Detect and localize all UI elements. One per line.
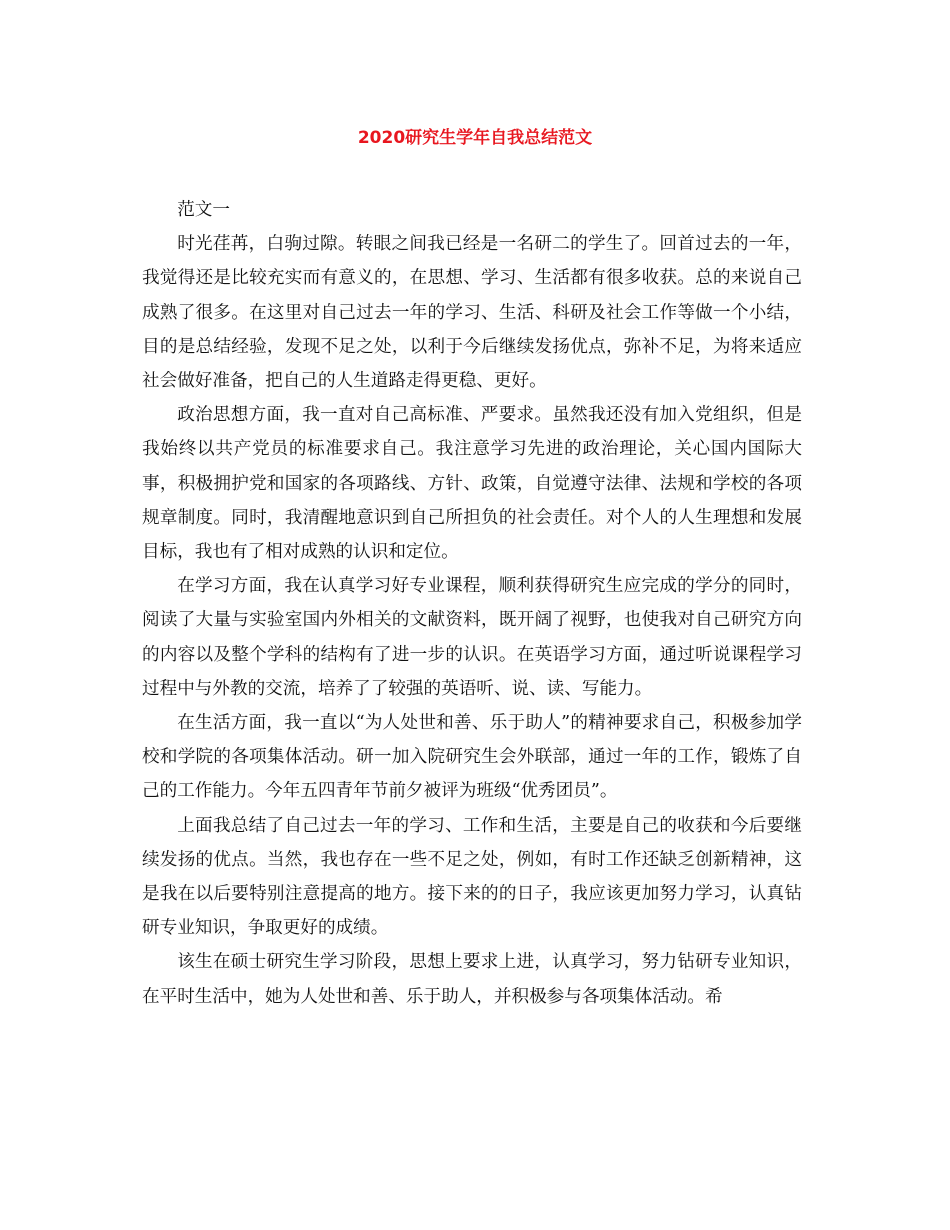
- paragraph-political: 政治思想方面，我一直对自己高标准、严要求。虽然我还没有加入党组织，但是我始终以共产党员的标准要求自己。我注意学习先进的政治理论，关心国内国际大事，积极拥护党和国家的各项路线、方针、政策，自觉遵守法律、法规和学校的各项规章制度。同时，我清醒地意识到自己所担负的社会责任。对个人的人生理想和发展目标，我也有了相对成熟的认识和定位。: [142, 405, 802, 563]
- paragraph-intro: 时光荏苒，白驹过隙。转眼之间我已经是一名研二的学生了。回首过去的一年，我觉得还是比较充实而有意义的，在思想、学习、生活都有很多收获。总的来说自己成熟了很多。在这里对自己过去一年的学习、生活、科研及社会工作等做一个小结，目的是总结经验，发现不足之处，以利于今后继续发扬优点，弥补不足，为将来适应社会做好准备，把自己的人生道路走得更稳、更好。: [142, 234, 802, 392]
- document-body: [142, 193, 802, 1014]
- document-title: 2020研究生学年自我总结范文: [357, 128, 593, 148]
- paragraph-study: 在学习方面，我在认真学习好专业课程，顺利获得研究生应完成的学分的同时，阅读了大量与实验室国内外相关的文献资料，既开阔了视野，也使我对自己研究方向的内容以及整个学科的结构有了进一步的认识。在英语学习方面，通过听说课程学习过程中与外教的交流，培养了了较强的英语听、说、读、写能力。: [142, 576, 802, 699]
- paragraph-life: 在生活方面，我一直以“为人处世和善、乐于助人”的精神要求自己，积极参加学校和学院的各项集体活动。研一加入院研究生会外联部，通过一年的工作，锻炼了自己的工作能力。今年五四青年节前夕被评为班级“优秀团员”。: [142, 713, 802, 802]
- section-heading: 范文一: [177, 200, 230, 220]
- paragraph-summary: 上面我总结了自己过去一年的学习、工作和生活，主要是自己的收获和今后要继续发扬的优点。当然，我也存在一些不足之处，例如，有时工作还缺乏创新精神，这是我在以后要特别注意提高的地方。接下来的的日子，我应该更加努力学习，认真钻研专业知识，争取更好的成绩。: [142, 815, 802, 939]
- paragraph-evaluation: 该生在硕士研究生学习阶段，思想上要求上进，认真学习，努力钻研专业知识，在平时生活中，她为人处世和善、乐于助人，并积极参与各项集体活动。希: [142, 952, 802, 1007]
